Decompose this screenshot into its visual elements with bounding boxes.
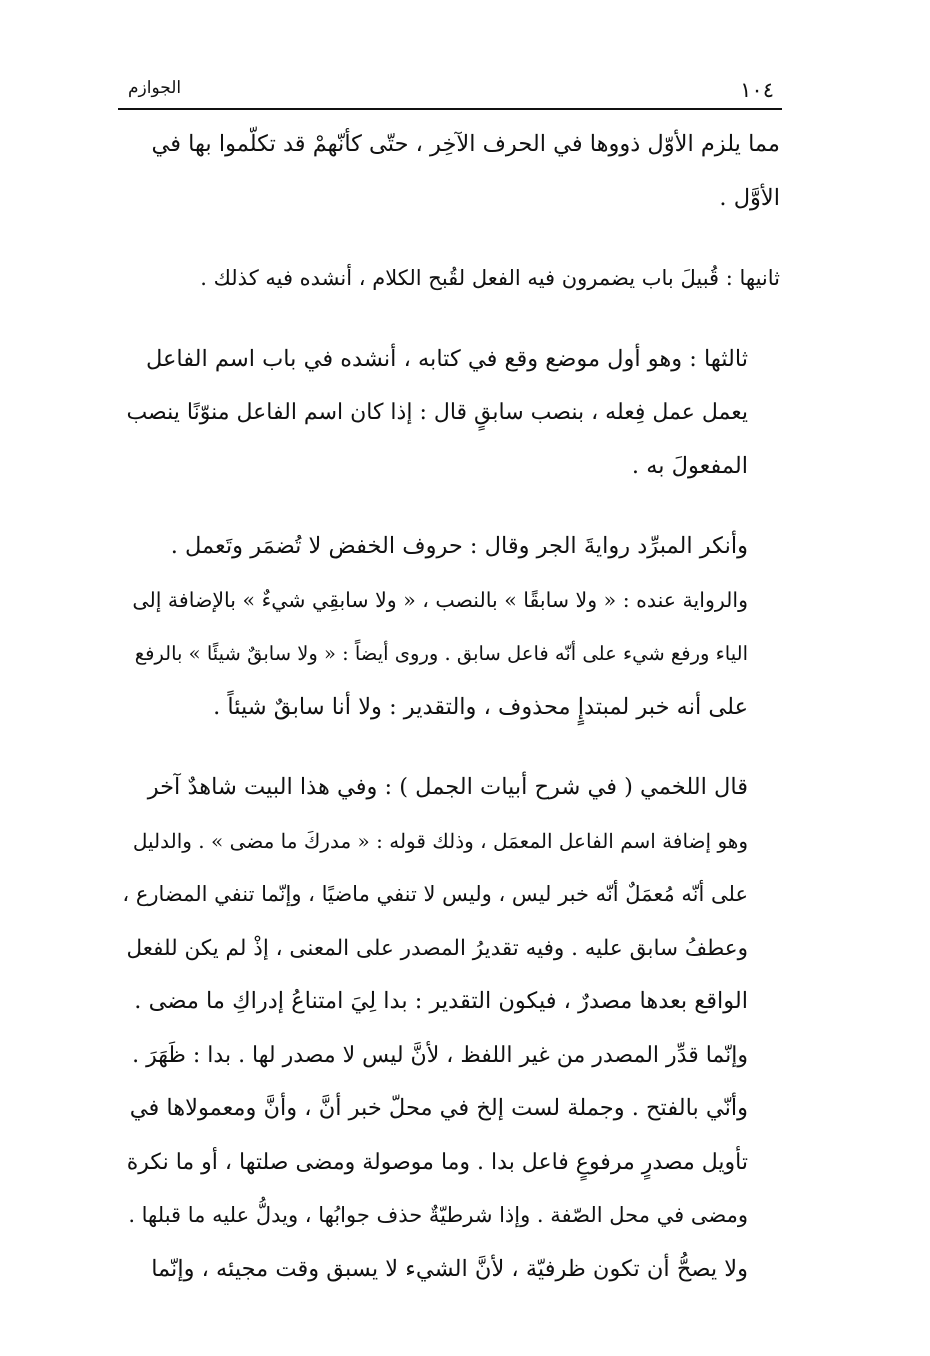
- text-line: الياء ورفع شيء على أنّه فاعل سابق . وروى أيضاً : « ولا سابقٌ شيئًا » بالرفع: [134, 642, 748, 665]
- text-line: وعطفُ سابق عليه . وفيه تقديرُ المصدر على المعنى ، إذْ لم يكن للفعل: [126, 935, 748, 961]
- paragraph-3: [122, 333, 780, 494]
- text-line: الأوَّل .: [719, 184, 780, 211]
- text-line: وهو إضافة اسم الفاعل المعمَل ، وذلك قوله : « مدركَ ما مضى » . والدليل: [132, 828, 748, 853]
- text-line: الواقع بعدها مصدرٌ ، فيكون التقدير : بدا لِيَ امتناعُ إدراكِ ما مضى .: [134, 988, 748, 1014]
- text-line: المفعولَ به .: [631, 452, 748, 479]
- text-line: تأويل مصدرٍ مرفوعٍ فاعل بدا . وما موصولة ومضى صلتها ، أو ما نكرة: [126, 1149, 748, 1175]
- paragraph-5: [122, 761, 780, 1296]
- text-line: وإنّما قدِّر المصدر من غير اللفظ ، لأنَّ ليس لا مصدر لها . بدا : ظَهَرَ .: [132, 1042, 748, 1068]
- paragraph-4: [122, 520, 780, 734]
- page-body: [122, 118, 780, 1296]
- page-header: [118, 68, 782, 110]
- text-line: وأنّي بالفتح . وجملة لست إلخ في محلّ خبر أنَّ ، وأنَّ ومعمولاها في: [129, 1095, 748, 1121]
- text-line: على أنّه مُعمَلٌ أنّه خبر ليس ، وليس لا تنفي ماضيًا ، وإنّما تنفي المضارع ،: [122, 882, 748, 906]
- text-line: مما يلزم الأوّل ذووها في الحرف الآخِر ، حتّى كأنّهمْ قد تكلّموا بها في: [151, 131, 780, 157]
- text-line: ولا يصحُّ أن تكون ظرفيّة ، لأنَّ الشيء لا يسبق وقت مجيئه ، وإنّما: [151, 1255, 748, 1282]
- text-line: ثانيها : قُبيلَ باب يضمرون فيه الفعل لقُبح الكلام ، أنشده فيه كذلك .: [200, 266, 780, 290]
- text-line: يعمل عمل فِعله ، بنصب سابقٍ قال : إذا كان اسم الفاعل منوّنًا ينصب: [126, 400, 748, 425]
- text-line: ومضى في محل الصّفة . وإذا شرطيّةٌ حذف جوابُها ، ويدلُّ عليه ما قبلها .: [128, 1203, 748, 1227]
- paragraph-1: [122, 118, 780, 225]
- text-line: وأنكر المبرِّد روايةَ الجر وقال : حروف الخفض لا تُضمَر وتَعمل .: [170, 533, 748, 559]
- paragraph-2: [122, 252, 780, 306]
- page-number: ١٠٤: [740, 78, 774, 102]
- text-line: والرواية عنده : « ولا سابقًا » بالنصب ، « ولا سابقِي شيءٌ » بالإضافة إلى: [132, 587, 748, 612]
- running-title: الجوازم: [128, 78, 182, 98]
- text-line: على أنه خبر لمبتدإٍ محذوف ، والتقدير : ولا أنا سابقٌ شيئاً .: [213, 693, 748, 720]
- text-line: قال اللخمي ( في شرح أبيات الجمل ) : وفي هذا البيت شاهدٌ آخر: [147, 774, 748, 800]
- text-line: ثالثها : وهو أول موضع وقع في كتابه ، أنشده في باب اسم الفاعل: [145, 345, 748, 372]
